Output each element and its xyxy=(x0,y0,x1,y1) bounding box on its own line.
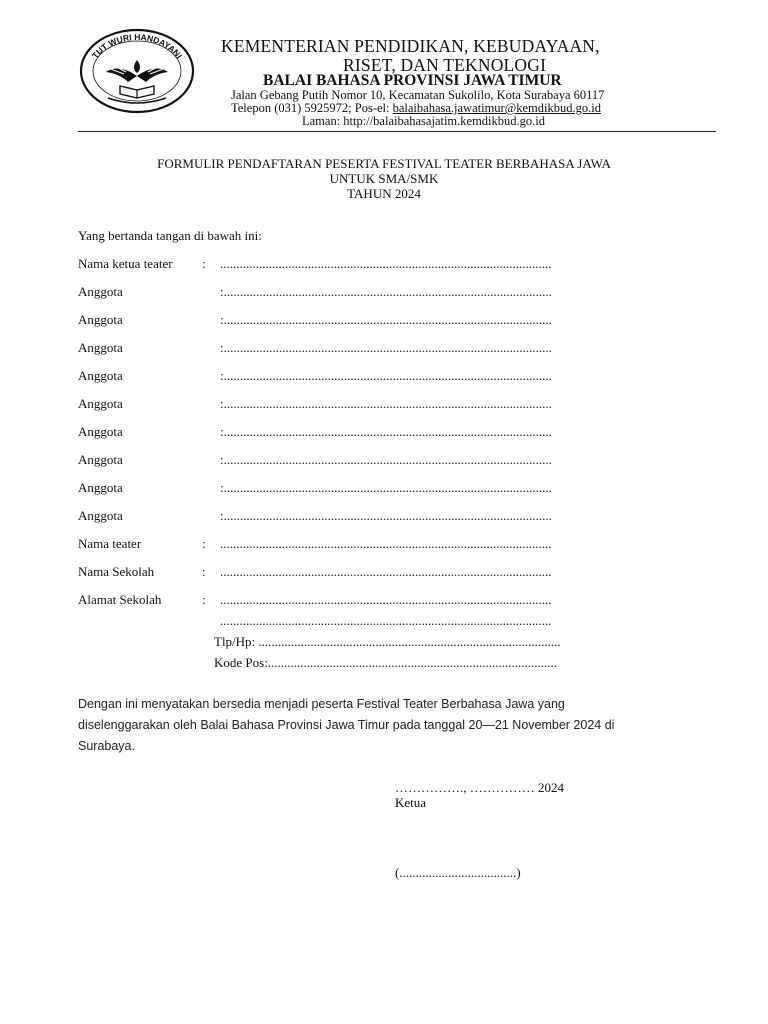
tut-wuri-handayani-logo xyxy=(78,28,196,114)
field-colon: : xyxy=(202,564,206,579)
field-input-line[interactable]: :..................................................................................................... xyxy=(220,284,552,299)
field-input-line[interactable]: :..................................................................................................... xyxy=(220,368,552,383)
field-input-line[interactable]: ...................................................................................................... xyxy=(220,592,552,607)
svg-text:TUT WURI HANDAYANI: TUT WURI HANDAYANI xyxy=(89,31,185,61)
office-address: Jalan Gebang Putih Nomor 10, Kecamatan Sukolilo, Kota Surabaya 60117 xyxy=(231,88,605,102)
address-line-2[interactable]: ...................................................................................................... xyxy=(220,613,552,628)
field-label: Anggota xyxy=(78,480,123,495)
statement-line1: Dengan ini menyatakan bersedia menjadi peserta Festival Teater Berbahasa Jawa yang xyxy=(78,697,565,711)
statement-line3: Surabaya. xyxy=(78,739,135,753)
field-colon: : xyxy=(202,592,206,607)
field-label: Alamat Sekolah xyxy=(78,592,162,607)
field-input-line[interactable]: :..................................................................................................... xyxy=(220,452,552,467)
field-input-line[interactable]: :..................................................................................................... xyxy=(220,340,552,355)
field-label: Anggota xyxy=(78,424,123,439)
form-title-line2: UNTUK SMA/SMK xyxy=(329,171,439,186)
phone-field[interactable]: Tlp/Hp: ............................................................................................. xyxy=(214,634,561,649)
field-label: Anggota xyxy=(78,340,123,355)
field-label: Anggota xyxy=(78,452,123,467)
field-input-line[interactable]: :..................................................................................................... xyxy=(220,312,552,327)
email-link[interactable]: balaibahasa.jawatimur@kemdikbud.go.id xyxy=(392,101,601,115)
field-label: Anggota xyxy=(78,508,123,523)
field-input-line[interactable]: :..................................................................................................... xyxy=(220,480,552,495)
field-input-line[interactable]: ...................................................................................................... xyxy=(220,564,552,579)
field-label: Nama teater xyxy=(78,536,142,551)
field-label: Nama Sekolah xyxy=(78,564,155,579)
field-label: Nama ketua teater xyxy=(78,256,173,271)
field-label: Anggota xyxy=(78,396,123,411)
field-input-line[interactable]: ...................................................................................................... xyxy=(220,256,552,271)
signature-role: Ketua xyxy=(395,795,427,810)
letterhead-divider xyxy=(78,131,716,132)
field-label: Anggota xyxy=(78,368,123,383)
form-title-line1: FORMULIR PENDAFTARAN PESERTA FESTIVAL TEATER BERBAHASA JAWA xyxy=(157,156,611,171)
ministry-name-line1: KEMENTERIAN PENDIDIKAN, KEBUDAYAAN, xyxy=(221,36,600,56)
statement-line2: diselenggarakan oleh Balai Bahasa Provinsi Jawa Timur pada tanggal 20—21 November 2024 di xyxy=(78,718,615,732)
field-input-line[interactable]: :..................................................................................................... xyxy=(220,396,552,411)
field-input-line[interactable]: :..................................................................................................... xyxy=(220,508,552,523)
field-label: Anggota xyxy=(78,312,123,327)
office-website[interactable]: Laman: http://balaibahasajatim.kemdikbud.go.id xyxy=(302,114,545,128)
signature-name-blank[interactable]: (....................................) xyxy=(395,865,521,880)
ministry-name-line2: RISET, DAN TEKNOLOGI xyxy=(343,55,547,75)
field-input-line[interactable]: :..................................................................................................... xyxy=(220,424,552,439)
phone-text: Telepon (031) 5925972; Pos-el: xyxy=(231,101,393,115)
signature-place-date[interactable]: ……………., …………… 2024 xyxy=(395,780,564,795)
postal-code-field[interactable]: Kode Pos:......................................................................................... xyxy=(214,655,558,670)
field-colon: : xyxy=(202,256,206,271)
office-name: BALAI BAHASA PROVINSI JAWA TIMUR xyxy=(263,72,562,89)
form-title-line3: TAHUN 2024 xyxy=(347,186,421,201)
intro-text: Yang bertanda tangan di bawah ini: xyxy=(78,228,262,243)
field-label: Anggota xyxy=(78,284,123,299)
field-input-line[interactable]: ...................................................................................................... xyxy=(220,536,552,551)
field-colon: : xyxy=(202,536,206,551)
